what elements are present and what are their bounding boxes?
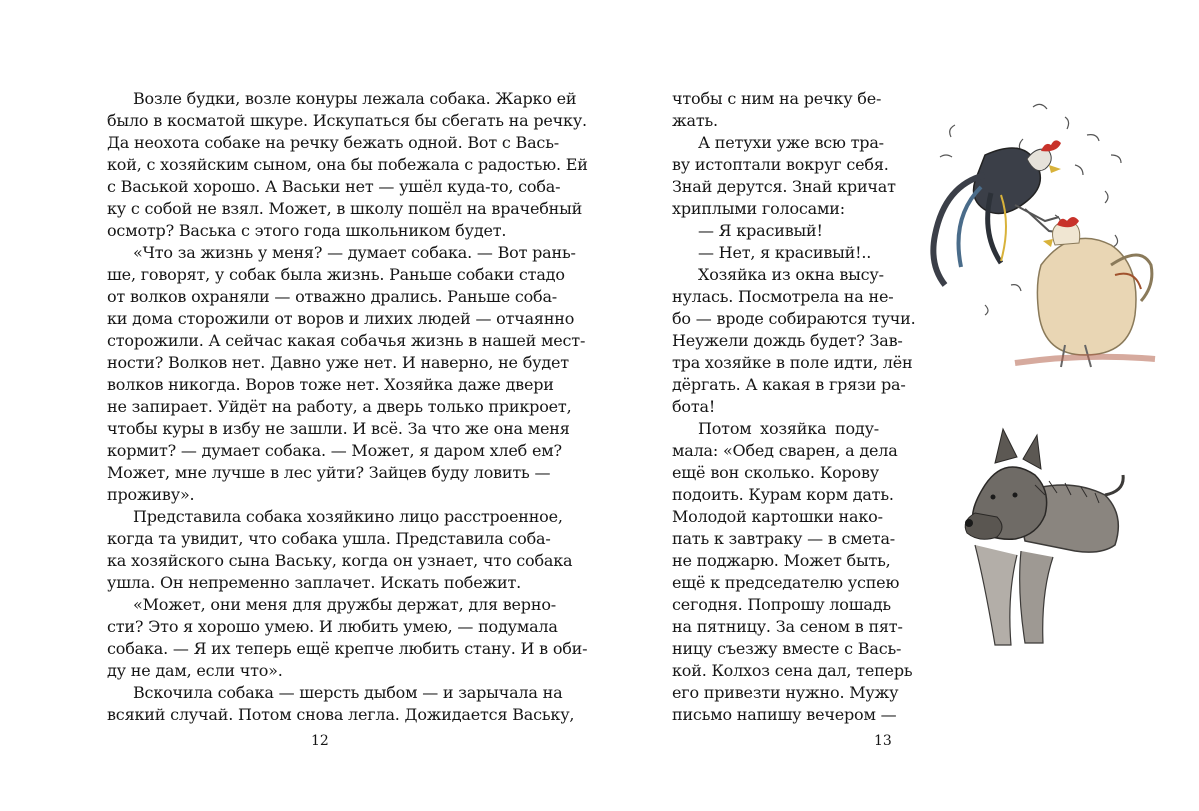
text-line: ещё вон сколько. Корову	[672, 463, 879, 482]
text-line: Возле будки, возле конуры лежала собака. Жарко ей	[133, 89, 577, 108]
text-line: кой. Колхоз сена дал, теперь	[672, 661, 913, 680]
dog-illustration	[945, 425, 1125, 655]
text-line: Хозяйка из окна высу-	[698, 265, 884, 284]
text-line: Молодой картошки нако-	[672, 507, 883, 526]
text-line: — Нет, я красивый!..	[698, 243, 872, 262]
text-line: сегодня. Попрошу лошадь	[672, 595, 891, 614]
text-line: на пятницу. За сеном в пят-	[672, 617, 903, 636]
text-line: чтобы куры в избу не зашли. И всё. За что же она меня	[107, 419, 570, 438]
text-line: Может, мне лучше в лес уйти? Зайцев буду ловить —	[107, 463, 551, 482]
text-line: всякий случай. Потом снова легла. Дожидается Ваську,	[107, 705, 575, 724]
text-line: тра хозяйке в поле идти, лён	[672, 353, 913, 372]
text-line: мала: «Обед сварен, а дела	[672, 441, 898, 460]
text-line: было в косматой шкуре. Искупаться бы сбегать на речку.	[107, 111, 587, 130]
text-line: ещё к председателю успею	[672, 573, 900, 592]
roosters-illustration	[915, 95, 1175, 375]
page-number: 13	[874, 733, 892, 749]
text-line: пать к завтраку — в смета-	[672, 529, 895, 548]
page-number: 12	[311, 733, 329, 749]
light-rooster	[1015, 217, 1155, 367]
text-line: ду не дам, если что».	[107, 661, 283, 680]
text-line: не запирает. Уйдёт на работу, а дверь только прикроет,	[107, 397, 572, 416]
text-line: Знай дерутся. Знай кричат	[672, 177, 896, 196]
text-line: осмотр? Васька с этого года школьником будет.	[107, 221, 507, 240]
text-line: «Что за жизнь у меня? — думает собака. — Вот рань-	[133, 243, 576, 262]
text-line: А петухи уже всю тра-	[698, 133, 884, 152]
text-line: письмо напишу вечером —	[672, 705, 897, 724]
text-line: с Васькой хорошо. А Васьки нет — ушёл куда-то, соба-	[107, 177, 561, 196]
text-line: от волков охраняли — отважно дрались. Раньше соба-	[107, 287, 558, 306]
text-line: бота!	[672, 397, 716, 416]
text-line: сти? Это я хорошо умею. И любить умею, — подумала	[107, 617, 558, 636]
text-line: подоить. Курам корм дать.	[672, 485, 894, 504]
text-line: ки дома сторожили от воров и лихих людей — отчаянно	[107, 309, 575, 328]
text-line: ку с собой не взял. Может, в школу пошёл на врачебный	[107, 199, 583, 218]
text-line: кой, с хозяйским сыном, она бы побежала с радостью. Ей	[107, 155, 588, 174]
text-line: ву истоптали вокруг себя.	[672, 155, 889, 174]
text-line: проживу».	[107, 485, 195, 504]
text-line: дёргать. А какая в грязи ра-	[672, 375, 906, 394]
text-line: ницу съезжу вместе с Вась-	[672, 639, 902, 658]
text-line: Вскочила собака — шерсть дыбом — и зарычала на	[133, 683, 563, 702]
text-line: Неужели дождь будет? Зав-	[672, 331, 903, 350]
dog	[965, 429, 1123, 645]
text-line: ше, говорят, у собак была жизнь. Раньше собаки стадо	[107, 265, 565, 284]
text-line: кормит? — думает собака. — Может, я даром хлеб ем?	[107, 441, 562, 460]
text-line: ушла. Он непременно заплачет. Искать побежит.	[107, 573, 522, 592]
text-line: жать.	[672, 111, 718, 130]
text-line: его привезти нужно. Мужу	[672, 683, 899, 702]
text-line: Потом хозяйка поду-	[698, 419, 879, 438]
text-line: хриплыми голосами:	[672, 199, 845, 218]
text-line: сторожили. А сейчас какая собачья жизнь в нашей мест-	[107, 331, 586, 350]
text-line: «Может, они меня для дружбы держат, для верно-	[133, 595, 556, 614]
text-line: Да неохота собаке на речку бежать одной. Вот с Вась-	[107, 133, 559, 152]
text-line: ности? Волков нет. Давно уже нет. И наверно, не будет	[107, 353, 569, 372]
text-line: бо — вроде собираются тучи.	[672, 309, 916, 328]
text-line: ка хозяйского сына Ваську, когда он узнает, что собака	[107, 551, 573, 570]
text-line: когда та увидит, что собака ушла. Представила соба-	[107, 529, 551, 548]
text-line: не поджарю. Может быть,	[672, 551, 891, 570]
text-line: — Я красивый!	[698, 221, 823, 240]
text-line: чтобы с ним на речку бе-	[672, 89, 882, 108]
text-line: нулась. Посмотрела на не-	[672, 287, 894, 306]
text-line: Представила собака хозяйкино лицо расстроенное,	[133, 507, 563, 526]
text-line: собака. — Я их теперь ещё крепче любить стану. И в оби-	[107, 639, 588, 658]
text-line: волков никогда. Воров тоже нет. Хозяйка даже двери	[107, 375, 554, 394]
